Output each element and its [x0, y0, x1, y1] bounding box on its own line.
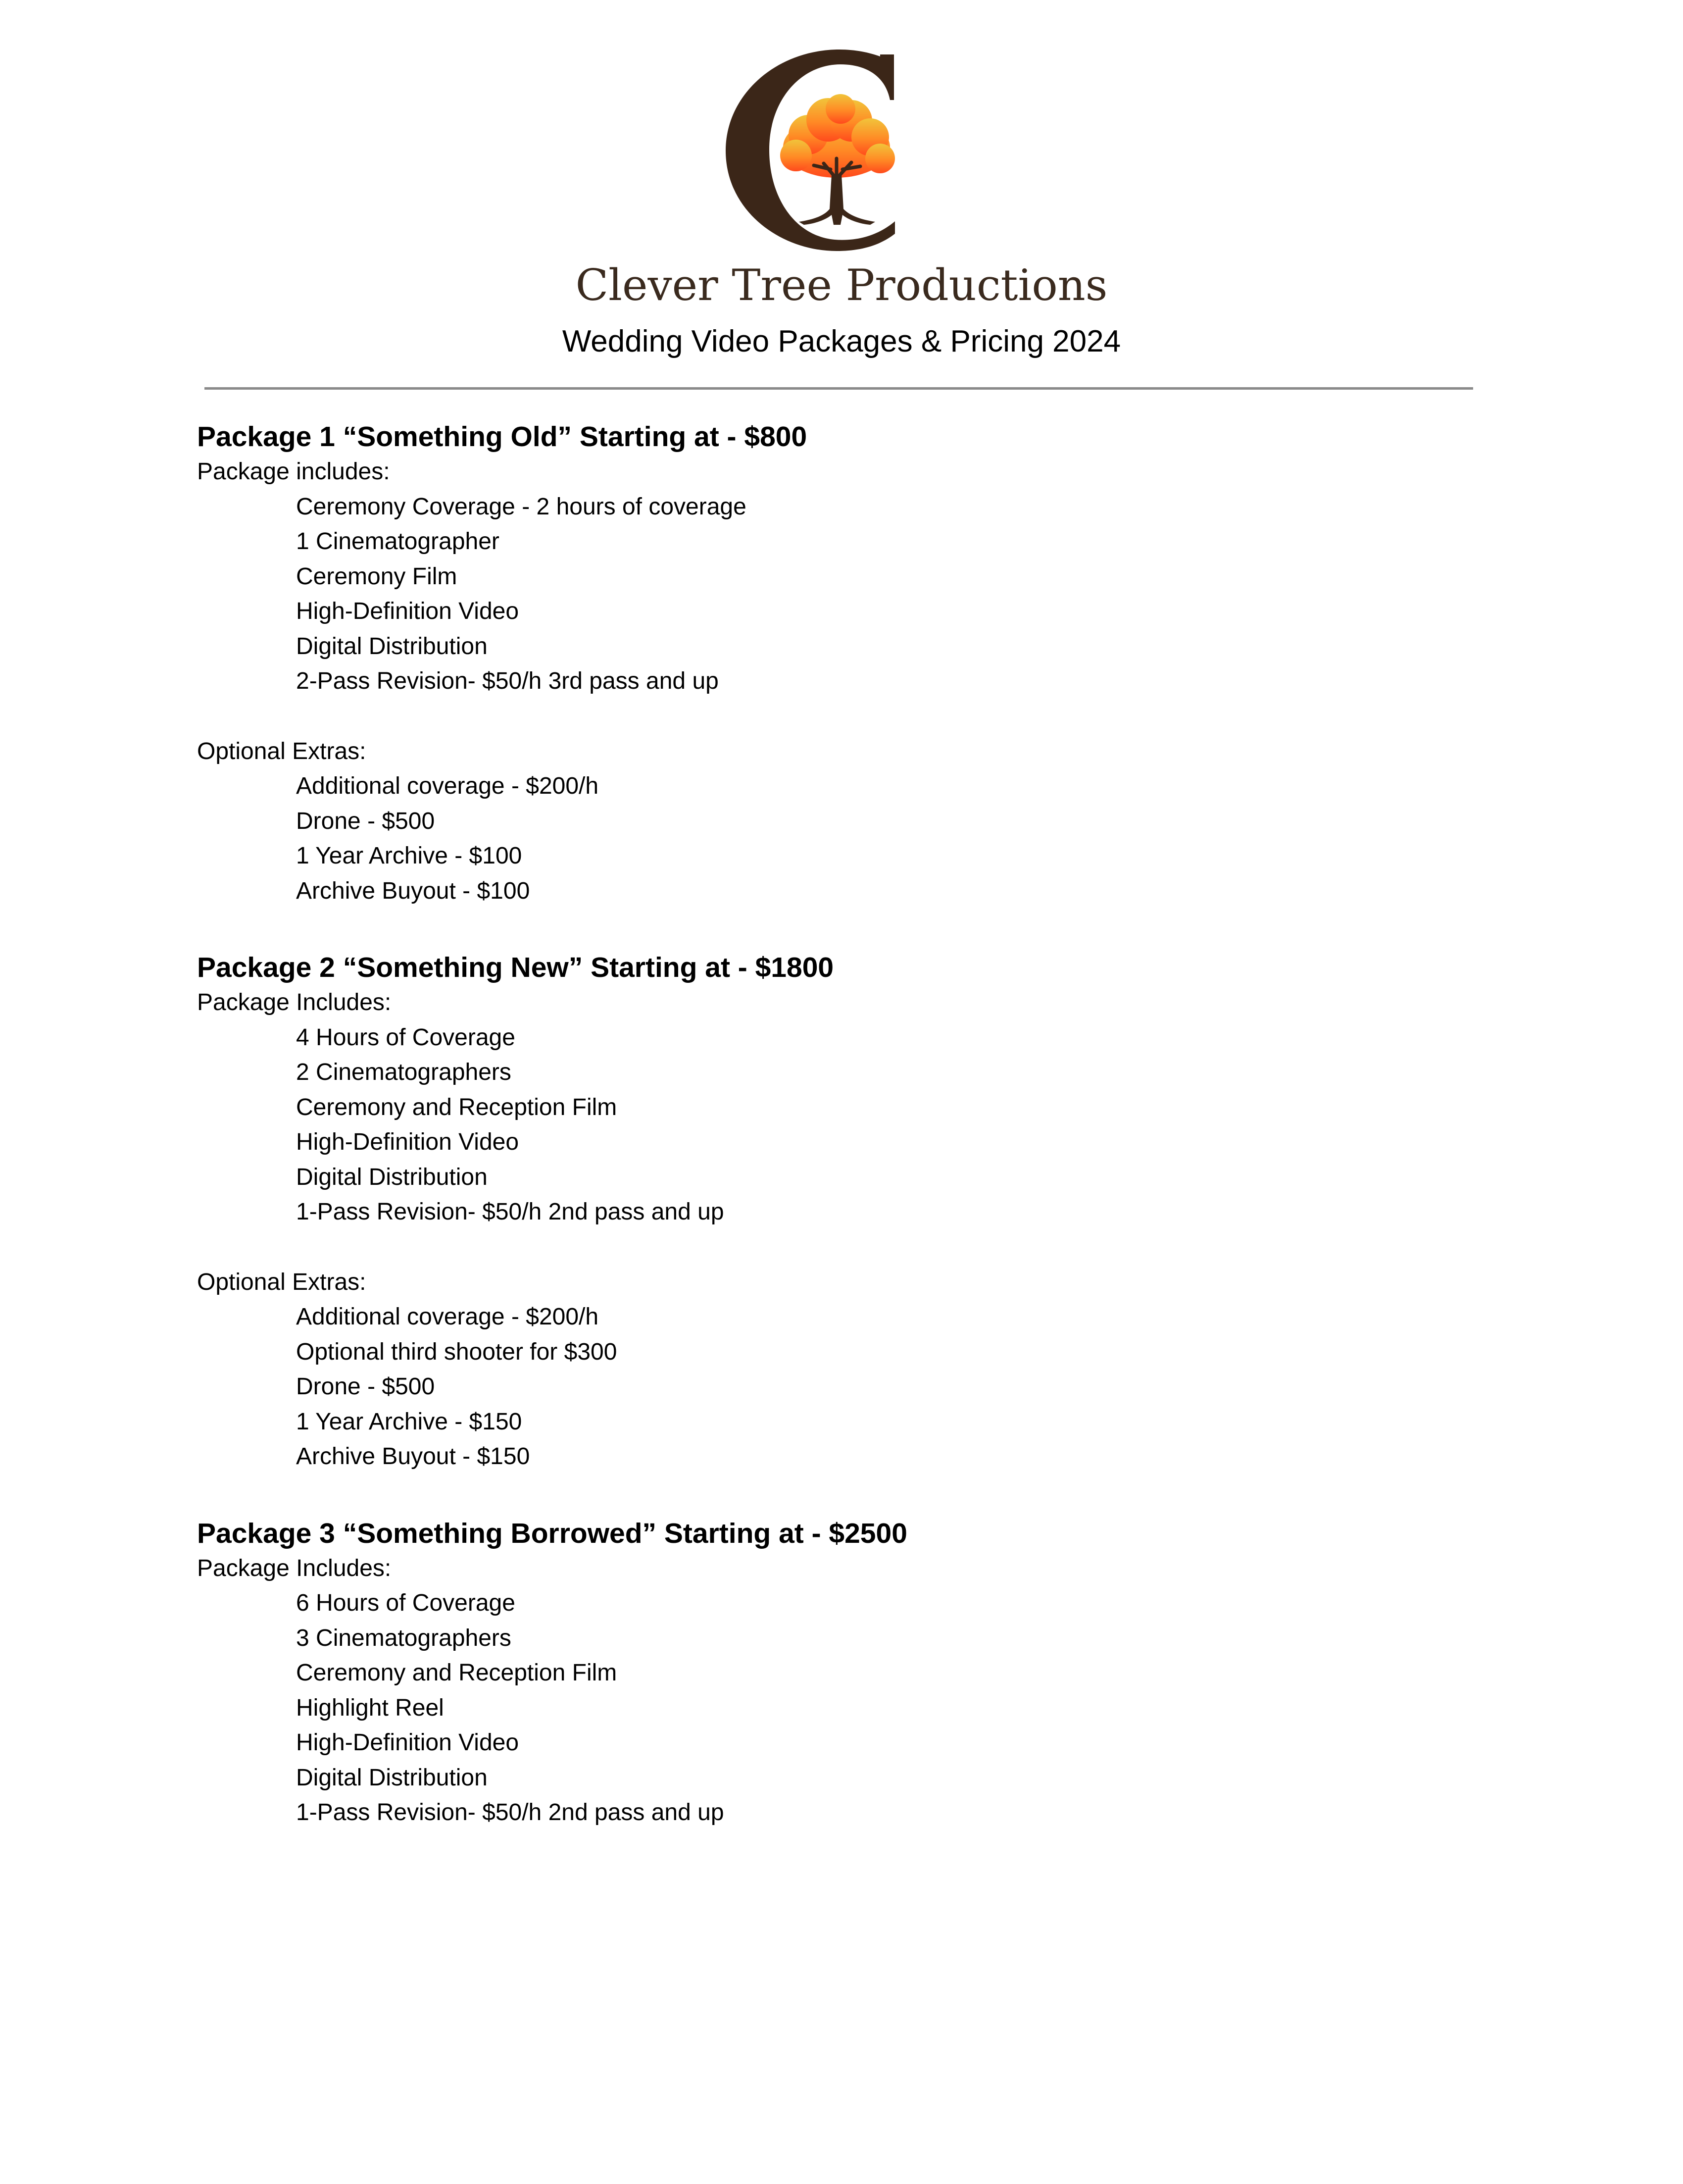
spacer	[197, 1230, 1484, 1265]
list-item: Optional third shooter for $300	[296, 1338, 617, 1365]
list-item: High-Definition Video	[296, 1729, 519, 1756]
package-heading: Package 2 “Something New” Starting at - $1800	[197, 952, 834, 983]
tree-c-logo-icon	[722, 46, 911, 254]
extras-label: Optional Extras:	[197, 1269, 366, 1295]
list-item: Digital Distribution	[296, 633, 488, 660]
divider	[204, 387, 1473, 390]
list-item: Ceremony Film	[296, 563, 457, 590]
packages-content	[197, 419, 1484, 1830]
package-2	[197, 950, 1484, 1474]
list-item: Ceremony and Reception Film	[296, 1094, 617, 1120]
list-item: 2-Pass Revision- $50/h 3rd pass and up	[296, 668, 719, 694]
list-item: 3 Cinematographers	[296, 1625, 511, 1651]
list-item: Drone - $500	[296, 808, 435, 834]
list-item: Digital Distribution	[296, 1764, 488, 1791]
list-item: Archive Buyout - $100	[296, 877, 530, 904]
includes-label: Package Includes:	[197, 989, 392, 1016]
list-item: 2 Cinematographers	[296, 1059, 511, 1085]
list-item: 1 Year Archive - $100	[296, 843, 522, 869]
package-heading: Package 3 “Something Borrowed” Starting at - $2500	[197, 1517, 907, 1549]
extras-list	[197, 769, 1484, 909]
includes-list	[197, 490, 1484, 699]
list-item: Additional coverage - $200/h	[296, 1304, 599, 1330]
list-item: 1 Cinematographer	[296, 528, 499, 555]
list-item: 1 Year Archive - $150	[296, 1408, 522, 1435]
spacer	[197, 699, 1484, 734]
extras-list	[197, 1300, 1484, 1474]
list-item: 4 Hours of Coverage	[296, 1024, 515, 1051]
list-item: Archive Buyout - $150	[296, 1443, 530, 1470]
includes-label: Package Includes:	[197, 1555, 392, 1581]
includes-label: Package includes:	[197, 458, 390, 485]
list-item: 1-Pass Revision- $50/h 2nd pass and up	[296, 1799, 724, 1826]
extras-label: Optional Extras:	[197, 738, 366, 764]
list-item: Ceremony and Reception Film	[296, 1660, 617, 1686]
list-item: Digital Distribution	[296, 1164, 488, 1190]
list-item: Highlight Reel	[296, 1694, 444, 1721]
brand-name: Clever Tree Productions	[575, 260, 1108, 310]
package-3	[197, 1516, 1484, 1830]
includes-list	[197, 1020, 1484, 1230]
package-1	[197, 419, 1484, 909]
spacer	[197, 909, 1484, 950]
document-title: Wedding Video Packages & Pricing 2024	[562, 324, 1121, 358]
list-item: Ceremony Coverage - 2 hours of coverage	[296, 493, 746, 520]
list-item: High-Definition Video	[296, 598, 519, 624]
list-item: High-Definition Video	[296, 1129, 519, 1155]
list-item: 6 Hours of Coverage	[296, 1590, 515, 1616]
package-heading: Package 1 “Something Old” Starting at - $800	[197, 421, 807, 453]
includes-list	[197, 1586, 1484, 1830]
list-item: Drone - $500	[296, 1373, 435, 1400]
spacer	[197, 1474, 1484, 1516]
list-item: 1-Pass Revision- $50/h 2nd pass and up	[296, 1199, 724, 1225]
list-item: Additional coverage - $200/h	[296, 773, 599, 799]
